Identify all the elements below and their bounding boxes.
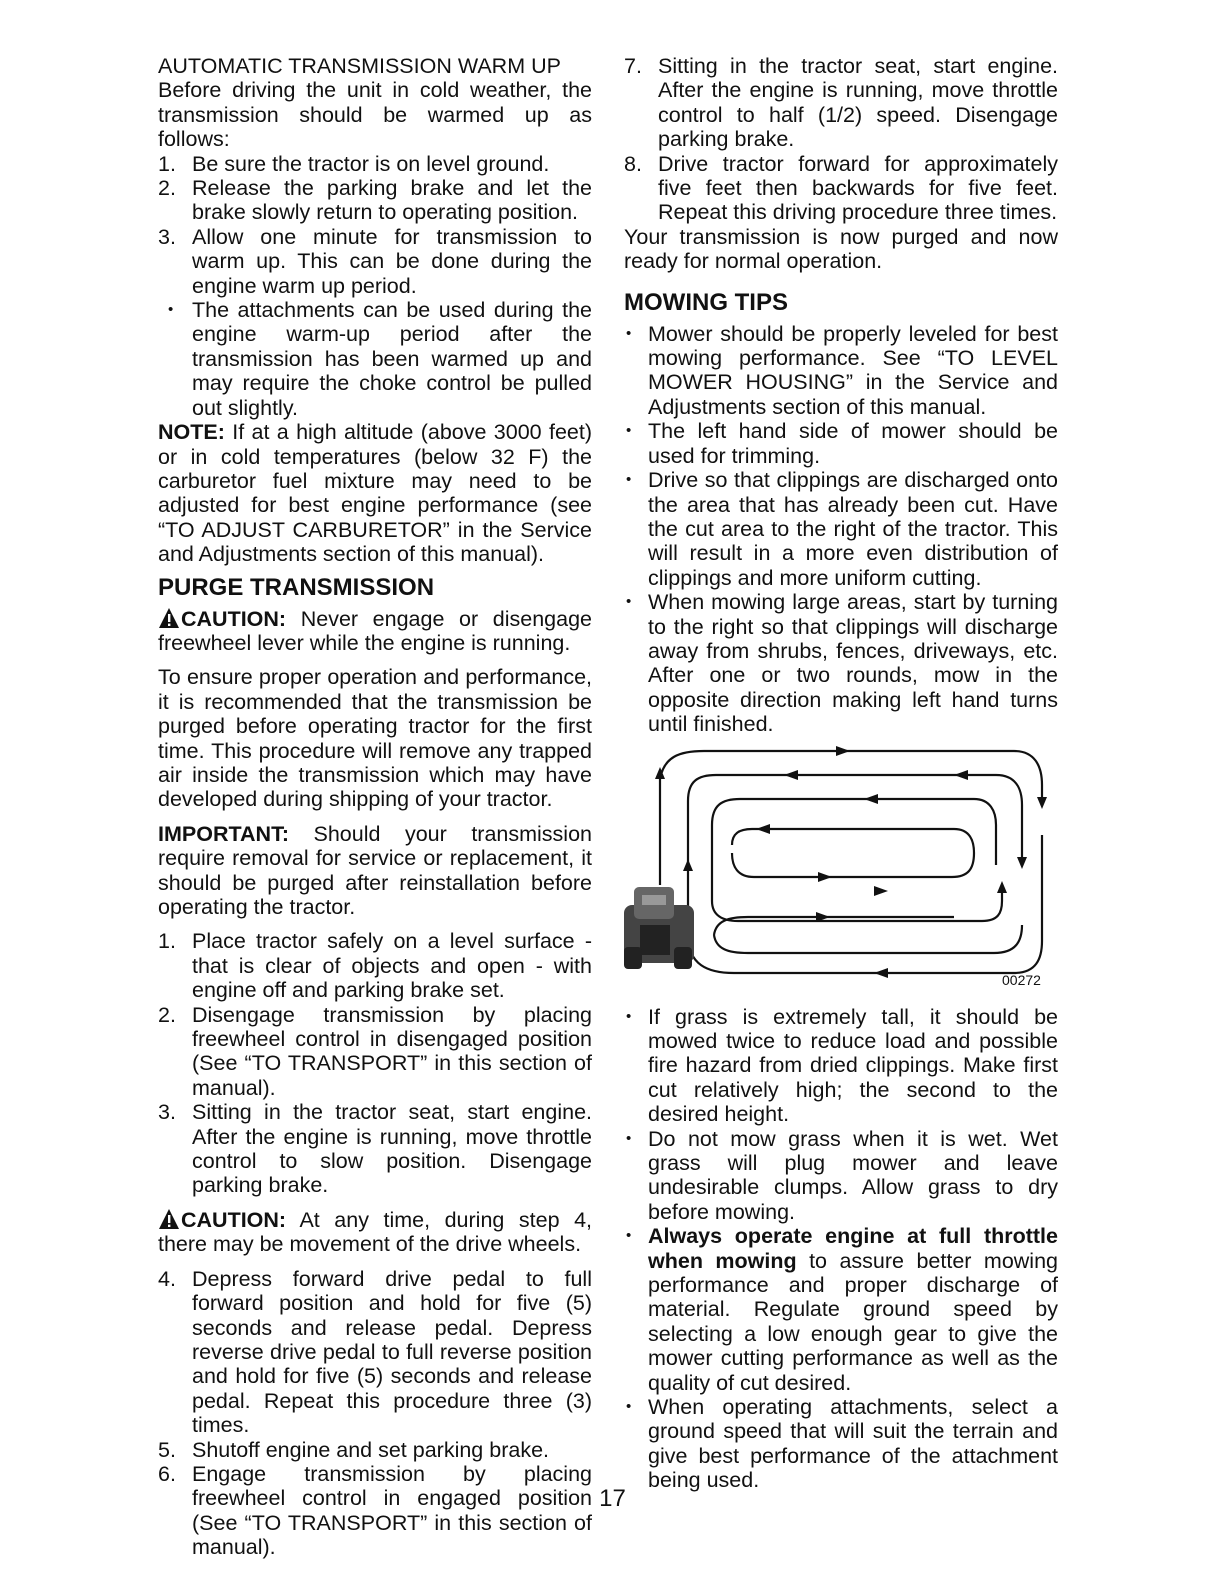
warning-triangle-icon — [158, 607, 180, 629]
note-text: If at a high altitude (above 3000 feet) or in cold temperatures (below 32 F) the carburetor fuel mixture may need to be adjusted for best engine performance (see “TO ADJUST CARBURETOR” in the Service and Adjustments section of this manual). — [158, 420, 592, 567]
mowing-tip: • Drive so that clippings are discharged onto the area that has already been cut. Have the cut area to the right of the tractor. This will result in a more even distribution of clippings and more uniform cutting. — [624, 468, 1058, 590]
mowing-heading: MOWING TIPS — [624, 288, 788, 316]
mowing-bullets-a — [624, 322, 1058, 737]
warmup-steps — [158, 152, 592, 298]
warmup-intro: Before driving the unit in cold weather, the transmission should be warmed up as follows: — [158, 78, 592, 152]
mowing-tip: • Mower should be properly leveled for best mowing performance. See “TO LEVEL MOWER HOUSING” in the Service and Adjustments section of this manual. — [624, 322, 1058, 420]
purge-step: 1. Place tractor safely on a level surface - that is clear of objects and open - with engine off and parking brake set. — [158, 929, 592, 1002]
tractor-illustration — [624, 887, 694, 969]
warmup-bullet: • The attachments can be used during the engine warm-up period after the transmission has been warmed up and may require the choke control be pulled out slightly. — [158, 298, 592, 420]
caution-1-text: Never engage or disengage freewheel lever while the engine is running. — [158, 606, 592, 655]
caution-2-text: At any time, during step 4, there may be movement of the drive wheels. — [158, 1207, 592, 1257]
page-number: 17 — [599, 1485, 626, 1512]
important-text: Should your transmission require removal for service or replacement, it should be purged after reinstallation before operating the tractor. — [158, 821, 592, 919]
purge-intro: To ensure proper operation and performance, it is recommended that the transmission be purged before operating tractor for the first time. This procedure will remove any trapped air inside the transmission which may have developed during shipping of your tractor. — [158, 665, 592, 812]
warmup-heading: AUTOMATIC TRANSMISSION WARM UP — [158, 54, 561, 78]
note-paragraph — [158, 420, 592, 566]
warning-triangle-icon — [158, 1208, 180, 1230]
purge-heading: PURGE TRANSMISSION — [158, 573, 435, 601]
purge-step: 3. Sitting in the tractor seat, start engine. After the engine is running, move throttle control to slow position. Disengage parking brake. — [158, 1100, 592, 1198]
purge-step: 7. Sitting in the tractor seat, start engine. After the engine is running, move throttle control to half (1/2) speed. Disengage parking brake. — [624, 54, 1058, 152]
mowing-tip: • Do not mow grass when it is wet. Wet grass will plug mower and leave undesirable clumps. Allow grass to dry before mowing. — [624, 1127, 1058, 1225]
purge-steps-a — [158, 929, 592, 1197]
purge-step: 2. Disengage transmission by placing freewheel control in disengaged position (See “TO TRANSPORT” in this section of manual). — [158, 1003, 592, 1101]
left-column — [158, 54, 592, 1560]
purge-step: 6. Engage transmission by placing freewheel control in engaged position (See “TO TRANSPORT” in this section of manual). — [158, 1462, 592, 1560]
purge-step: 4. Depress forward drive pedal to full forward position and hold for five (5) seconds and release pedal. Depress reverse drive pedal to full reverse position and hold for five (5) seconds and release pedal. Repeat this procedure three (3) times. — [158, 1267, 592, 1438]
mowing-pattern-diagram — [624, 745, 1058, 987]
mowing-tip: • When operating attachments, select a ground speed that will suit the terrain and give best performance of the attachment being used. — [624, 1395, 1058, 1493]
caution-1 — [158, 607, 592, 656]
mowing-tip: • The left hand side of mower should be used for trimming. — [624, 419, 1058, 468]
mowing-tip-throttle — [624, 1224, 1058, 1395]
warmup-step: 3. Allow one minute for transmission to warm up. This can be done during the engine warm up period. — [158, 225, 592, 298]
important-paragraph — [158, 822, 592, 920]
warmup-bullets — [158, 298, 592, 420]
warmup-step: 1. Be sure the tractor is on level ground. — [158, 152, 592, 176]
throttle-text: to assure better mowing performance and proper discharge of material. Regulate ground speed by selecting a low enough gear to give the mower cutting performance as well as the quality of cut desired. — [648, 1248, 1058, 1395]
caution-2-label: CAUTION: — [181, 1207, 287, 1232]
purge-step: 5. Shutoff engine and set parking brake. — [158, 1438, 592, 1462]
mowing-tip: • When mowing large areas, start by turning to the right so that clippings will discharge away from shrubs, fences, driveways, etc. After one or two rounds, mow in the opposite direction making left hand turns until finished. — [624, 590, 1058, 736]
mowing-bullets-b — [624, 1005, 1058, 1493]
mowing-tip: • If grass is extremely tall, it should be mowed twice to reduce load and possible fire hazard from dried clippings. Make first cut relatively high; the second to the desired height. — [624, 1005, 1058, 1127]
warmup-step: 2. Release the parking brake and let the brake slowly return to operating position. — [158, 176, 592, 225]
purge-step: 8. Drive tractor forward for approximately five feet then backwards for five feet. Repeat this driving procedure three times. — [624, 152, 1058, 225]
important-label: IMPORTANT: — [158, 821, 289, 846]
caution-1-label: CAUTION: — [181, 606, 287, 631]
purge-done: Your transmission is now purged and now ready for normal operation. — [624, 224, 1058, 274]
purge-steps-b — [158, 1267, 592, 1560]
note-label: NOTE: — [158, 420, 225, 445]
throttle-bold: Always operate engine at full throttle when mowing — [648, 1224, 1058, 1273]
purge-steps-c — [624, 54, 1058, 225]
right-column — [624, 54, 1058, 1493]
caution-2 — [158, 1208, 592, 1257]
diagram-code: 00272 — [1002, 971, 1041, 987]
